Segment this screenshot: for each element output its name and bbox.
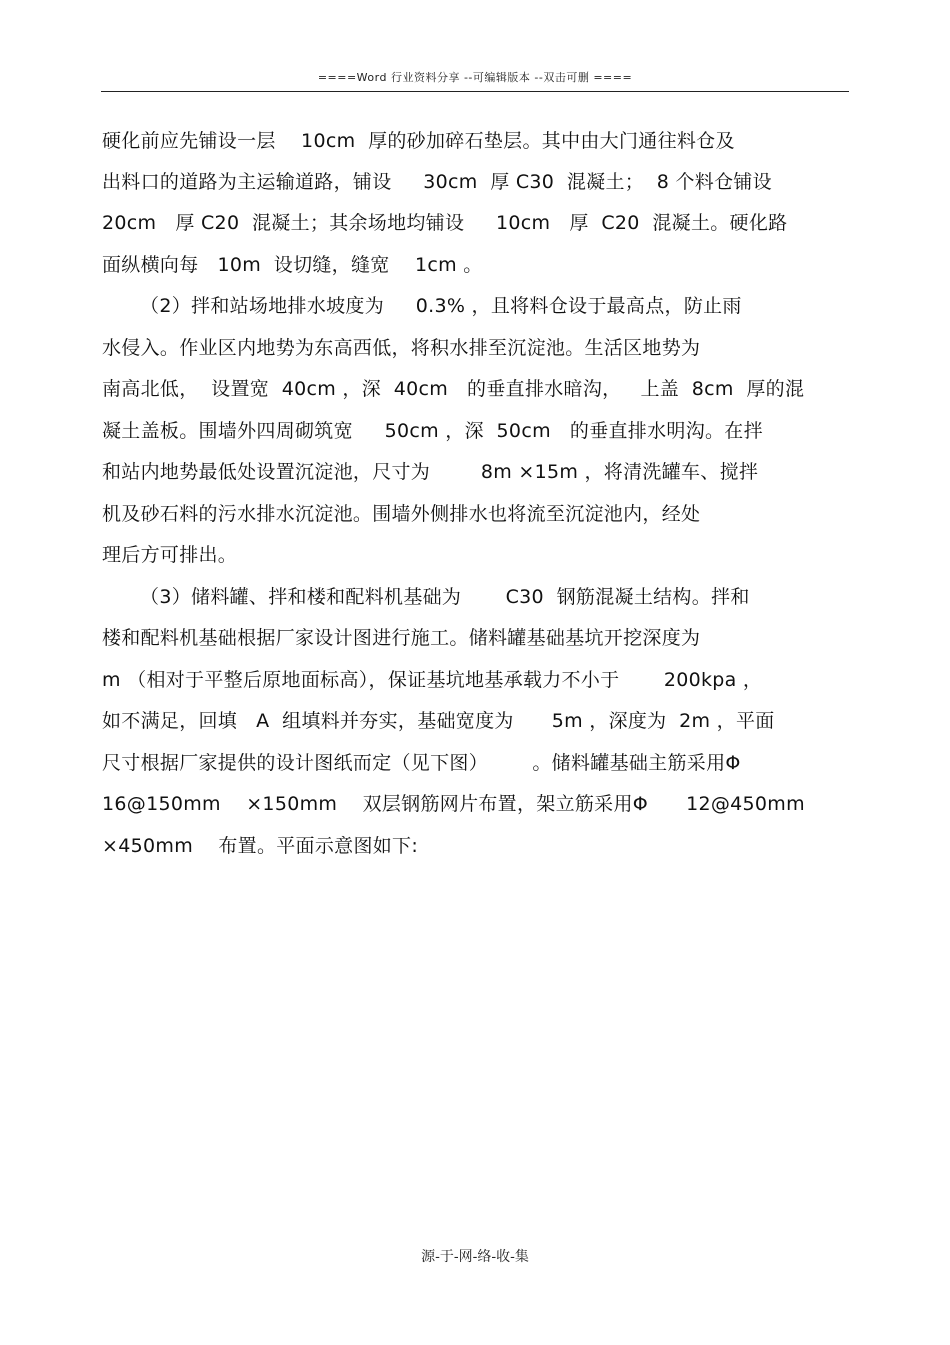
paragraph-line: 如不满足，回填 A 组填料并夯实，基础宽度为 5m ，深度为 2m ，平面 bbox=[102, 710, 775, 732]
paragraph-line: 机及砂石料的污水排水沉淀池。围墙外侧排水也将流至沉淀池内，经处 bbox=[102, 503, 701, 525]
paragraph-line: m （相对于平整后原地面标高），保证基坑地基承载力不小于 200kpa ， bbox=[102, 669, 763, 691]
header-divider bbox=[101, 91, 849, 92]
page-header: ====Word 行业资料分享 --可编辑版本 --双击可删 ==== bbox=[317, 71, 633, 84]
paragraph-line: 理后方可排出。 bbox=[102, 544, 238, 566]
paragraph-line: ×450mm 布置。平面示意图如下: bbox=[102, 835, 419, 857]
paragraph-line: （2）拌和站场地排水坡度为 0.3% ，且将料仓设于最高点，防止雨 bbox=[102, 295, 742, 317]
paragraph-line: 楼和配料机基础根据厂家设计图进行施工。储料罐基础基坑开挖深度为 bbox=[102, 627, 701, 649]
paragraph-line: 面纵横向每 10m 设切缝，缝宽 1cm 。 bbox=[102, 254, 483, 276]
paragraph-line: 南高北低， 设置宽 40cm ，深 40cm 的垂直排水暗沟， 上盖 8cm 厚的混 bbox=[102, 378, 805, 400]
paragraph-line: 出料口的道路为主运输道路，铺设 30cm 厚 C30 混凝土； 8 个料仓铺设 bbox=[102, 171, 772, 193]
paragraph-line: 硬化前应先铺设一层 10cm 厚的砂加碎石垫层。其中由大门通往料仓及 bbox=[102, 130, 735, 152]
paragraph-line: 20cm 厚 C20 混凝土；其余场地均铺设 10cm 厚 C20 混凝土。硬化路 bbox=[102, 212, 788, 234]
paragraph-line: 16@150mm ×150mm 双层钢筋网片布置，架立筋采用Φ 12@450mm bbox=[102, 793, 805, 815]
paragraph-line: 凝土盖板。围墙外四周砌筑宽 50cm ，深 50cm 的垂直排水明沟。在拌 bbox=[102, 420, 763, 442]
paragraph-line: 尺寸根据厂家提供的设计图纸而定（见下图） 。储料罐基础主筋采用Φ bbox=[102, 752, 741, 774]
paragraph-line: 水侵入。作业区内地势为东高西低，将积水排至沉淀池。生活区地势为 bbox=[102, 337, 701, 359]
page-footer: 源-于-网-络-收-集 bbox=[421, 1249, 529, 1265]
paragraph-line: （3）储料罐、拌和楼和配料机基础为 C30 钢筋混凝土结构。拌和 bbox=[102, 586, 750, 608]
paragraph-line: 和站内地势最低处设置沉淀池，尺寸为 8m ×15m ，将清洗罐车、搅拌 bbox=[102, 461, 759, 483]
